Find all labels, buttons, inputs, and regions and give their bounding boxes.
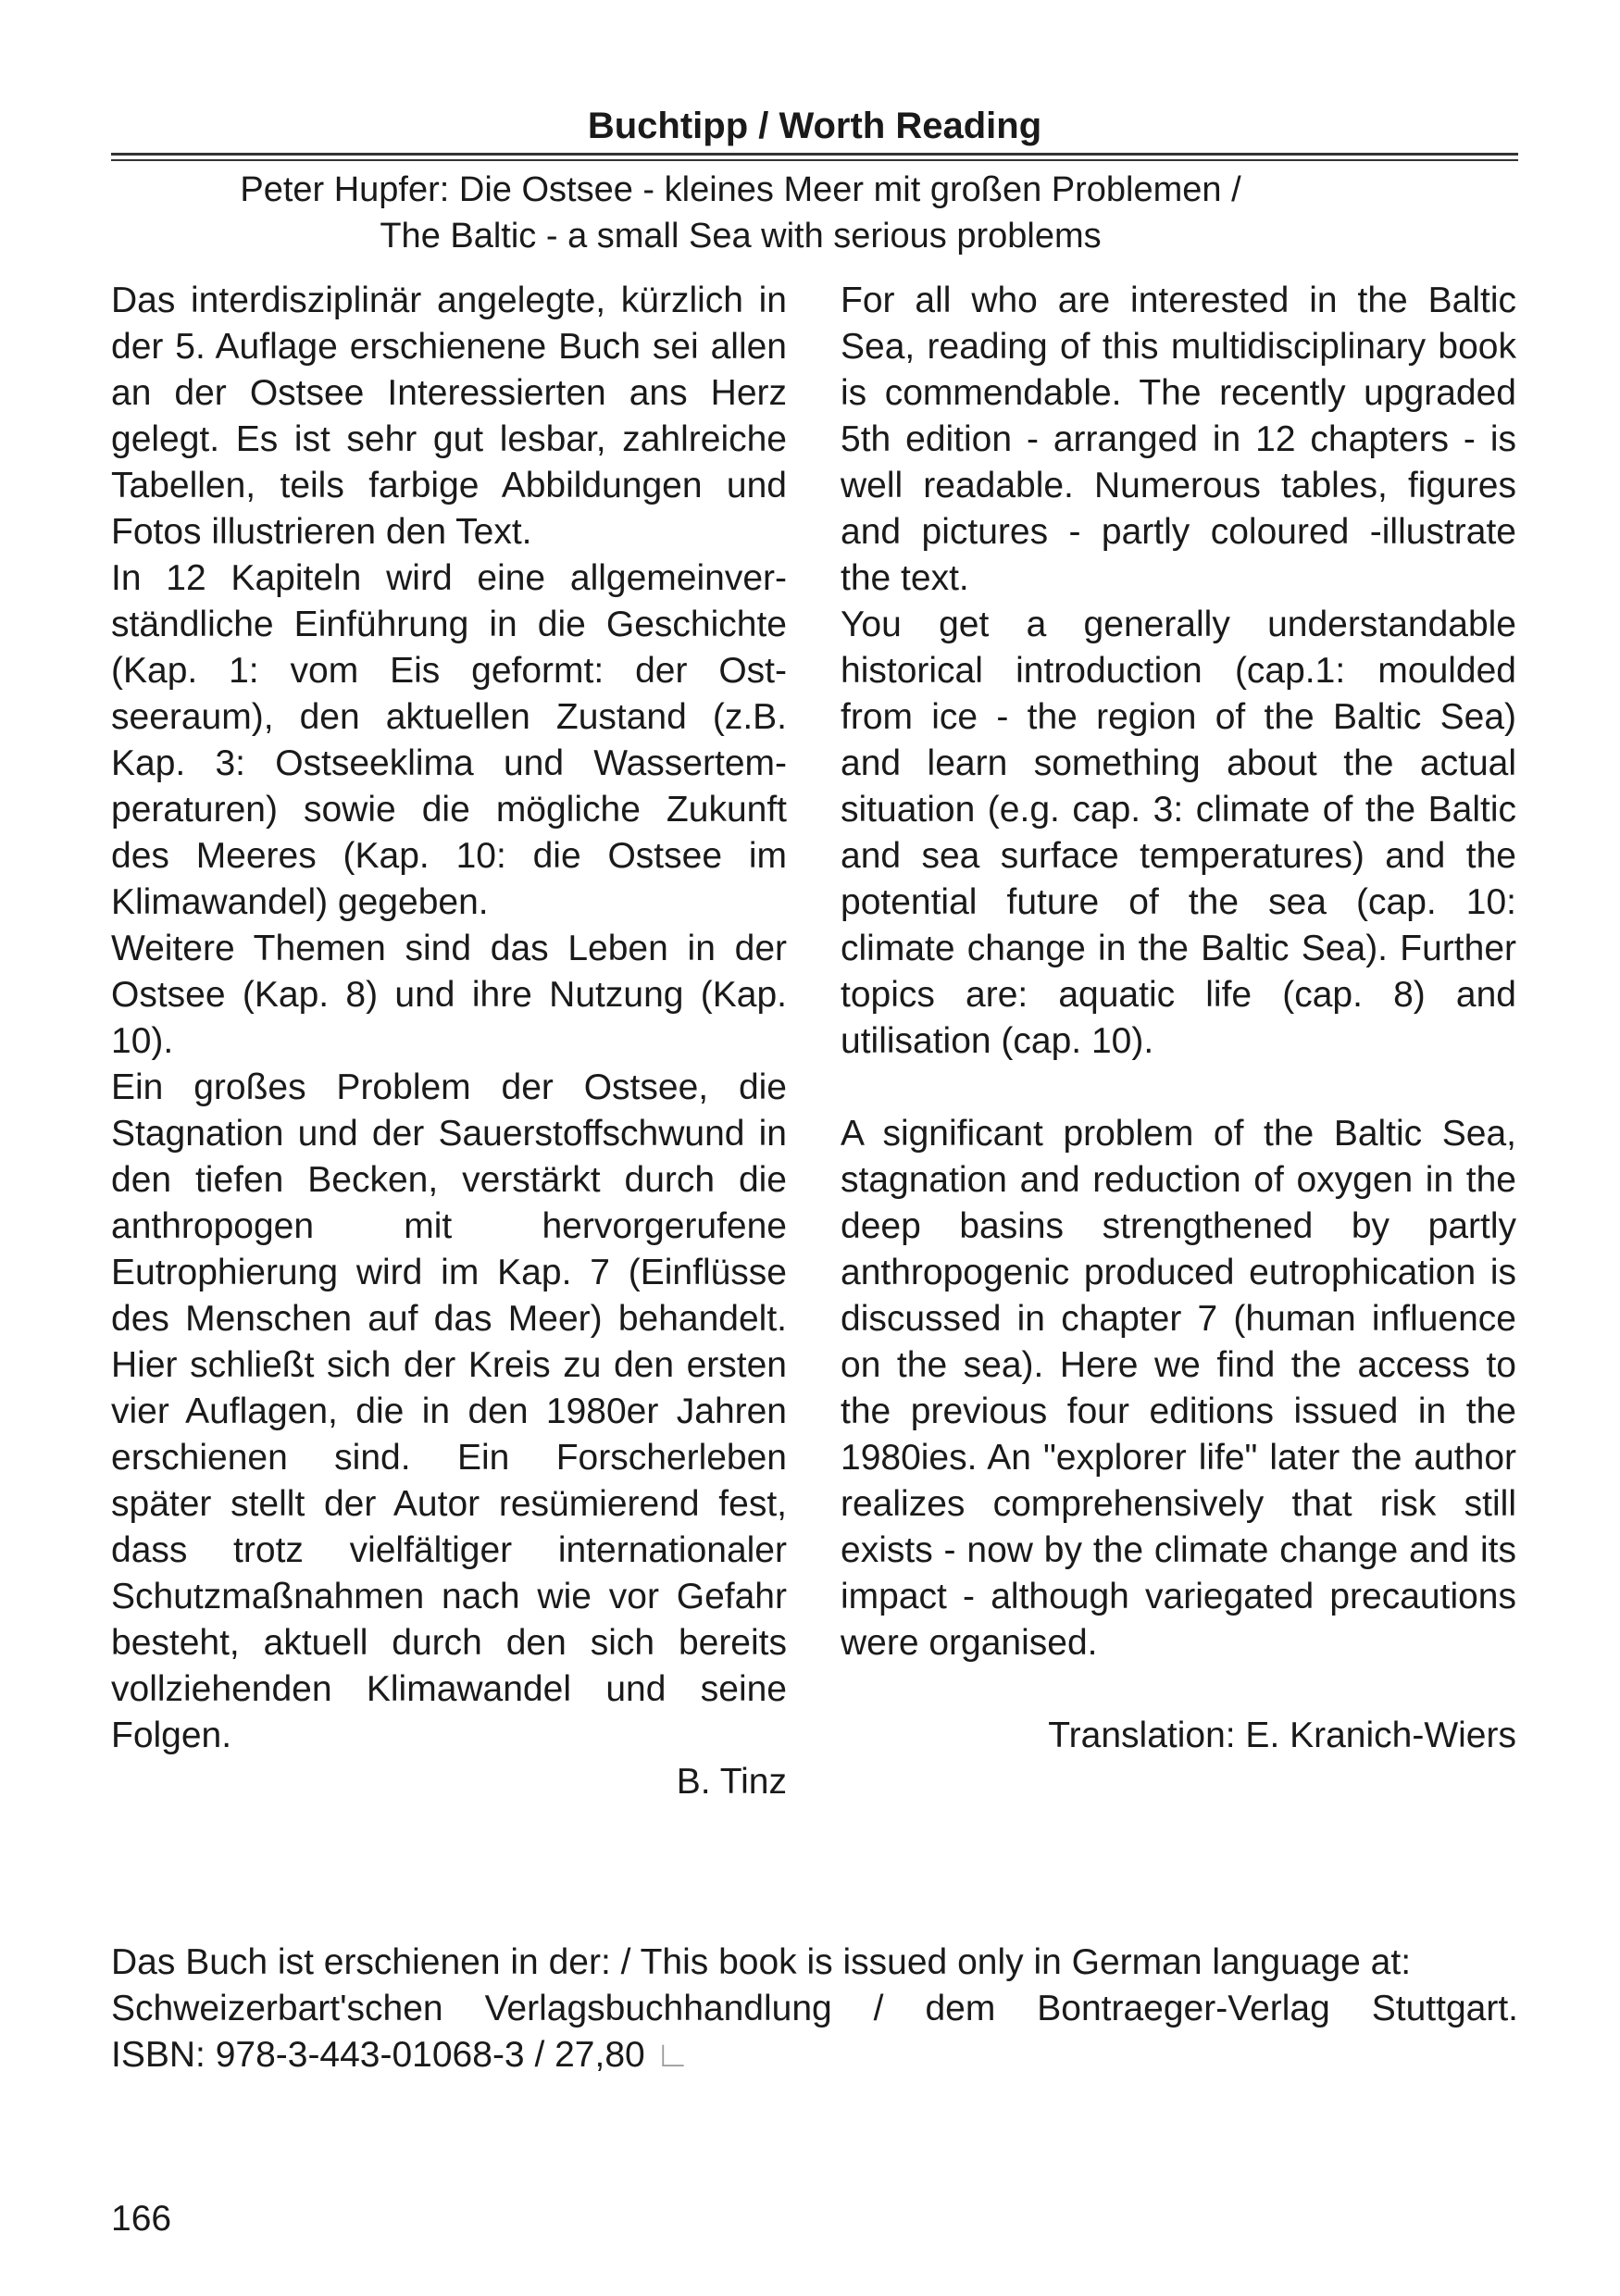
isbn-price: ISBN: 978-3-443-01068-3 / 27,80 bbox=[111, 2035, 655, 2075]
translator-signature: Translation: E. Kranich-Wiers bbox=[1048, 1716, 1516, 1755]
german-paragraph-1: Das interdisziplinär angelegte, kürzlich in der 5. Auflage erschienene Buch sei allen an der Ostsee Interessierten ans Herz gelegt. Es ist sehr gut lesbar, zahlreiche Tabellen, teils farbige Abbildungen und Fotos illustrieren den Text. bbox=[111, 281, 787, 552]
book-title bbox=[157, 167, 1324, 259]
english-paragraph-1: For all who are interested in the Baltic Sea, reading of this multidisciplinary book is commendable. The recently upgraded 5th edition - arranged in 12 chapters - is well readable. Numerous tables, figures and pictures - partly coloured -illustrate the text. bbox=[841, 281, 1516, 598]
publication-line-2: Schweizerbart'schen Verlagsbuchhandlung / dem Bontraeger-Verlag Stuttgart. bbox=[111, 1989, 1518, 2028]
document-page bbox=[111, 0, 1518, 2296]
currency-symbol: ∟ bbox=[654, 2035, 691, 2075]
page-number: 166 bbox=[111, 2199, 172, 2239]
english-paragraph-2: You get a generally understandable historical introduction (cap.1: moulded from ice - the region of the Baltic Sea) and learn something about the actual situation (e.g. cap. 3: climate of the Baltic and sea surface temperatures) and the potential future of the sea (cap. 10: climate change in the Baltic Sea). Further topics are: aquatic life (cap. 8) and utilisation (cap. 10). bbox=[841, 605, 1516, 1061]
section-heading: Buchtipp / Worth Reading bbox=[587, 106, 1042, 146]
english-review-column bbox=[841, 278, 1516, 1759]
publication-line-1: Das Buch ist erschienen in der: / This book is issued only in German language at: bbox=[111, 1942, 1412, 1982]
heading-rule-bottom bbox=[111, 159, 1518, 161]
german-paragraph-2: In 12 Kapiteln wird eine allgemeinverständliche Einführung in die Geschichte (Kap. 1: vom Eis geformt: der Ostseeraum), den aktuellen Zustand (z.B. Kap. 3: Ostseeklima und Wassertemperaturen) sowie die mögliche Zukunft des Meeres (Kap. 10: die Ostsee im Klimawandel) gegeben. bbox=[111, 558, 787, 922]
book-title-line-1: Peter Hupfer: Die Ostsee - kleines Meer mit großen Problemen / bbox=[240, 170, 1241, 209]
heading-rule-top bbox=[111, 153, 1518, 156]
publication-line-3 bbox=[111, 2032, 1518, 2078]
reviewer-signature: B. Tinz bbox=[676, 1762, 787, 1802]
book-title-line-2: The Baltic - a small Sea with serious problems bbox=[380, 217, 1102, 256]
german-review-column bbox=[111, 278, 787, 1805]
publication-info bbox=[111, 1940, 1518, 2078]
german-paragraph-4: Ein großes Problem der Ostsee, die Stagnation und der Sauerstoffschwund in den tiefen Becken, verstärkt durch die anthropogen mit hervorgerufene Eutrophierung wird im Kap. 7 (Einflüsse des Menschen auf das Meer) behandelt. Hier schließt sich der Kreis zu den ersten vier Auflagen, die in den 1980er Jahren erschienen sind. Ein Forscherleben später stellt der Autor resümierend fest, dass trotz vielfältiger internationaler Schutzmaßnahmen nach wie vor Gefahr besteht, aktuell durch den sich bereits vollziehenden Klimawandel und seine Folgen. bbox=[111, 1067, 787, 1755]
german-paragraph-3: Weitere Themen sind das Leben in der Ostsee (Kap. 8) und ihre Nutzung (Kap. 10). bbox=[111, 929, 787, 1061]
english-paragraph-3: A significant problem of the Baltic Sea, stagnation and reduction of oxygen in the deep basins strengthened by partly anthropogenic produced eutrophication is discussed in chapter 7 (human influence on the sea). Here we find the access to the previous four editions issued in the 1980ies. An "explorer life" later the author realizes comprehensively that risk still exists - now by the climate change and its impact - although variegated precautions were organised. bbox=[841, 1114, 1516, 1663]
